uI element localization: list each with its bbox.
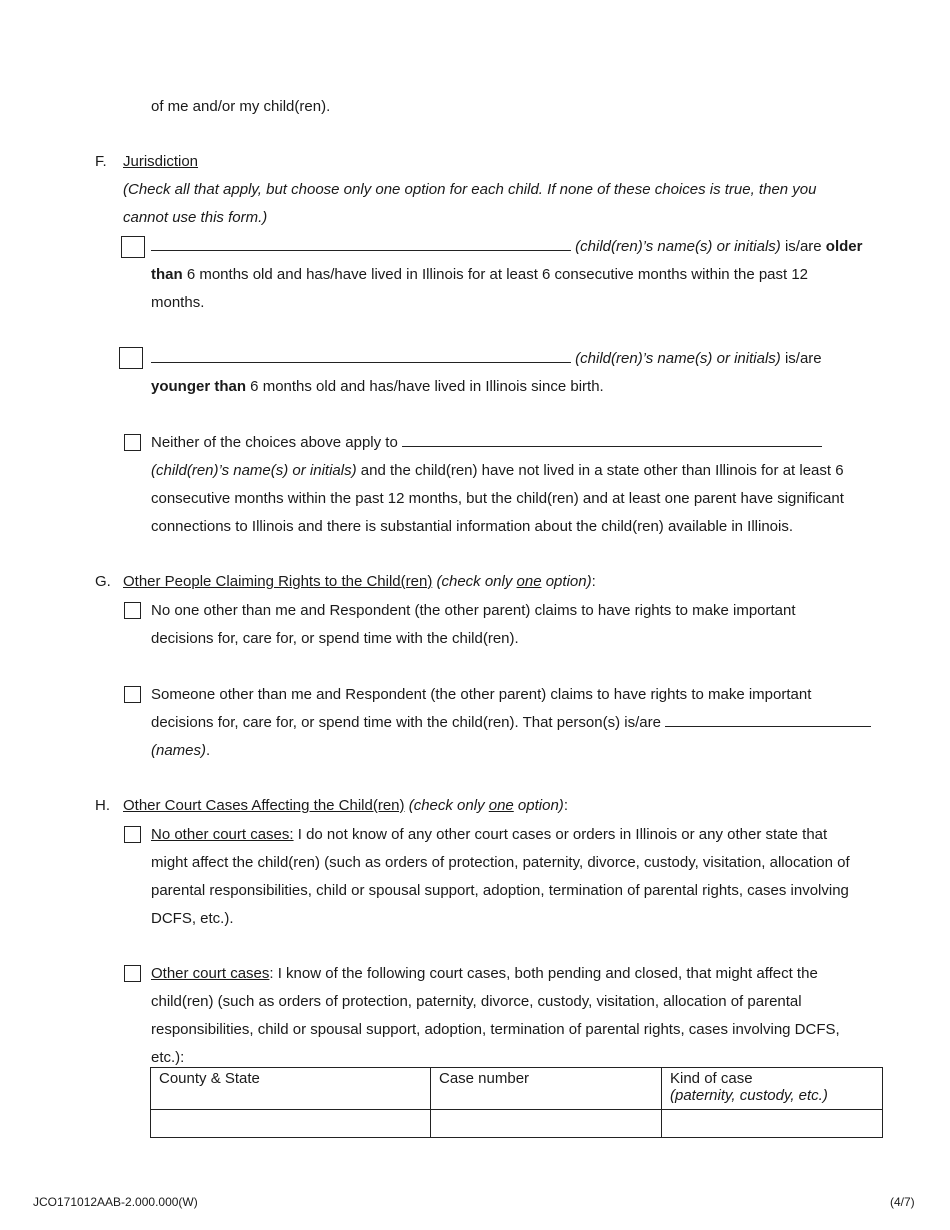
jurisdiction-younger-checkbox[interactable] (119, 347, 143, 369)
name-hint: (child(ren)’s name(s) or initials) (575, 238, 781, 255)
no-other-cases-label: No other court cases: (151, 826, 294, 843)
no-other-cases-line-2: might affect the child(ren) (such as orders of protection, paternity, divorce, custody, visitation, allocation of (151, 854, 850, 871)
neither-line-2-rest: and the child(ren) have not lived in a state other than Illinois for at least 6 (356, 462, 844, 479)
child-names-blank[interactable] (151, 349, 571, 363)
isare-text: is/are (780, 238, 826, 255)
county-state-cell[interactable] (151, 1110, 431, 1138)
no-other-cases-line-1 (151, 825, 827, 845)
section-h-title: Other Court Cases Affecting the Child(ren) (123, 797, 405, 814)
isare-text: is/are (780, 350, 822, 367)
older-line-2-rest: 6 months old and has/have lived in Illinois for at least 6 consecutive months within the past 12 (182, 266, 809, 283)
neither-text: Neither of the choices above apply to (151, 434, 402, 451)
jurisdiction-older-checkbox[interactable] (121, 236, 145, 258)
table-header-row (151, 1068, 883, 1110)
someone-else-claims-line-1: Someone other than me and Respondent (the other parent) claims to have rights to make important (151, 686, 812, 703)
section-f-title: Jurisdiction (123, 153, 199, 170)
someone-else-claims-checkbox[interactable] (124, 686, 141, 703)
jurisdiction-neither-checkbox[interactable] (124, 434, 141, 451)
kind-of-case-header (662, 1068, 883, 1110)
kind-of-case-label: Kind of case (670, 1070, 753, 1087)
check-only-text: (check only (404, 797, 489, 814)
section-f-instructions-2: cannot use this form.) (123, 209, 268, 226)
other-cases-line-4: etc.): (151, 1049, 185, 1066)
section-g-title: Other People Claiming Rights to the Child(ren) (123, 573, 433, 590)
table-row (151, 1110, 883, 1138)
section-g-heading (123, 573, 596, 590)
other-cases-line-1-rest: : I know of the following court cases, both pending and closed, that might affect the (269, 965, 818, 982)
court-cases-table (150, 1067, 883, 1138)
someone-else-claims-line-3 (151, 741, 210, 761)
check-only-text: (check only (432, 573, 517, 590)
one-text: one (488, 797, 514, 814)
other-cases-label: Other court cases (151, 965, 270, 982)
section-h-heading (123, 797, 568, 814)
section-g-letter: G. (95, 573, 111, 590)
case-number-header: Case number (431, 1068, 662, 1110)
no-other-claimants-line-1: No one other than me and Respondent (the other parent) claims to have rights to make important (151, 602, 796, 619)
than-text: than (151, 266, 183, 283)
younger-line-2-rest: 6 months old and has/have lived in Illinois since birth. (246, 378, 604, 395)
kind-of-case-hint: (paternity, custody, etc.) (670, 1087, 828, 1104)
jurisdiction-older-line-2 (151, 265, 808, 285)
kind-of-case-cell[interactable] (662, 1110, 883, 1138)
county-state-header: County & State (151, 1068, 431, 1110)
jurisdiction-older-line-1 (151, 237, 862, 257)
no-other-cases-line-3: parental responsibilities, child or spousal support, adoption, termination of parental rights, cases involving (151, 882, 849, 899)
option-text: option) (541, 573, 592, 590)
section-h-letter: H. (95, 797, 110, 814)
claimant-names-blank[interactable] (665, 713, 871, 727)
colon: : (563, 797, 568, 814)
no-other-cases-line-4: DCFS, etc.). (151, 910, 234, 927)
section-f-instructions-1: (Check all that apply, but choose only one option for each child. If none of these choices is true, then you (123, 181, 817, 198)
section-f-letter: F. (95, 153, 107, 170)
no-other-cases-line-1-rest: I do not know of any other court cases or orders in Illinois or any other state that (293, 826, 828, 843)
no-other-claimants-line-2: decisions for, care for, or spend time with the child(ren). (151, 630, 519, 647)
other-cases-line-1 (151, 964, 818, 984)
jurisdiction-older-line-3: months. (151, 294, 205, 311)
names-hint: (names) (151, 742, 207, 759)
no-other-cases-checkbox[interactable] (124, 826, 141, 843)
form-code: JCO171012AAB-2.000.000(W) (33, 1195, 198, 1209)
name-hint: (child(ren)’s name(s) or initials) (151, 462, 357, 479)
older-text: older (825, 238, 863, 255)
name-hint: (child(ren)’s name(s) or initials) (575, 350, 781, 367)
page-number: (4/7) (890, 1195, 915, 1209)
child-names-blank[interactable] (151, 237, 571, 251)
jurisdiction-younger-line-1 (151, 349, 822, 369)
other-cases-line-2: child(ren) (such as orders of protection, paternity, divorce, custody, visitation, allocation of parental (151, 993, 802, 1010)
jurisdiction-younger-line-2 (151, 377, 604, 397)
continuation-line: of me and/or my child(ren). (151, 98, 331, 115)
case-number-cell[interactable] (431, 1110, 662, 1138)
one-text: one (516, 573, 542, 590)
jurisdiction-neither-line-4: connections to Illinois and there is substantial information about the child(ren) available in Illinois. (151, 518, 794, 535)
other-cases-checkbox[interactable] (124, 965, 141, 982)
colon: : (591, 573, 596, 590)
jurisdiction-neither-line-3: consecutive months within the past 12 months, but the child(ren) and at least one parent have significant (151, 490, 844, 507)
option-text: option) (513, 797, 564, 814)
someone-else-claims-line-2 (151, 713, 871, 733)
no-other-claimants-checkbox[interactable] (124, 602, 141, 619)
jurisdiction-neither-line-1 (151, 433, 822, 453)
younger-than-text: younger than (151, 378, 247, 395)
other-cases-line-3: responsibilities, child or spousal support, adoption, termination of parental rights, cases involving DCFS, (151, 1021, 840, 1038)
period: . (206, 742, 211, 759)
jurisdiction-neither-line-2 (151, 461, 844, 481)
someone-else-line-2-text: decisions for, care for, or spend time with the child(ren). That person(s) is/are (151, 714, 666, 731)
child-names-blank[interactable] (402, 433, 822, 447)
